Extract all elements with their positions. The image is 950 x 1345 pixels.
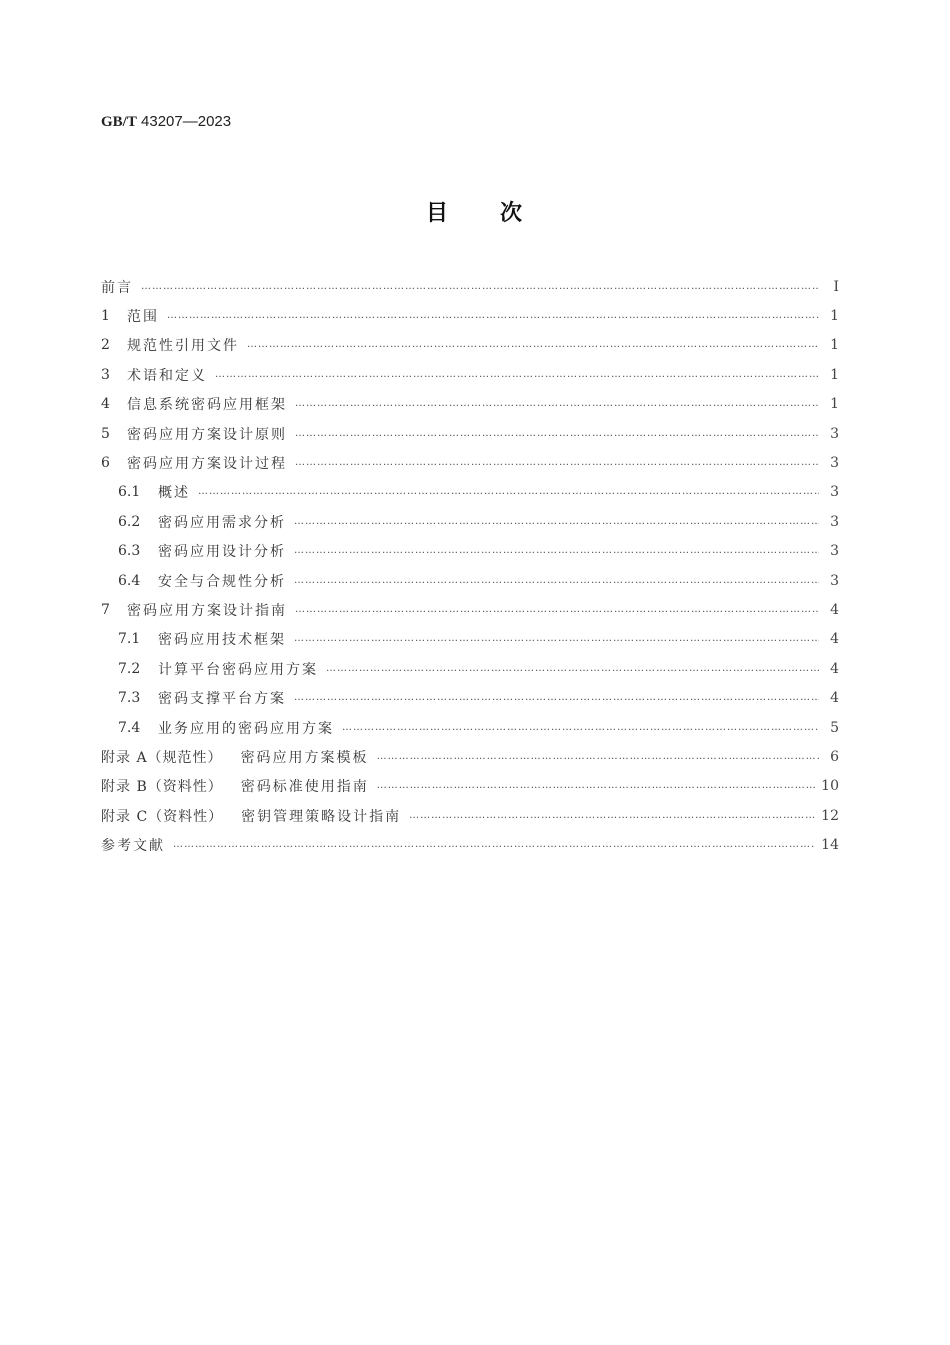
dot-leader xyxy=(215,368,819,382)
toc-entry-label: 密码支撑平台方案 xyxy=(158,691,286,708)
toc-entry-number: 6.2 xyxy=(118,513,141,530)
toc-entry-number: 1 xyxy=(101,308,110,325)
toc-entry[interactable] xyxy=(101,801,839,830)
dot-leader xyxy=(247,338,819,352)
toc-entry-label: 参考文献 xyxy=(101,838,165,855)
dot-leader xyxy=(295,603,819,617)
toc-entry-page: 3 xyxy=(830,484,839,501)
toc-entry-number: 7 xyxy=(101,601,110,618)
toc-entry[interactable] xyxy=(101,331,839,360)
toc-entry-label: 密码应用方案设计过程 xyxy=(127,456,287,473)
toc-entry-number: 附录 B（资料性） xyxy=(101,779,223,796)
toc-entry[interactable] xyxy=(101,713,839,742)
toc-entry-number: 2 xyxy=(101,337,110,354)
standard-code xyxy=(101,113,231,131)
toc-entry-label: 前言 xyxy=(101,279,133,296)
toc-entry-label: 密码应用方案模板 xyxy=(240,749,369,766)
toc-entry-page: 3 xyxy=(830,425,839,442)
toc-entry-label: 范围 xyxy=(127,309,159,326)
toc-entry-number: 7.2 xyxy=(118,660,141,677)
toc-entry[interactable] xyxy=(101,360,839,389)
toc-entry-page: 4 xyxy=(830,660,839,677)
toc-entry-page: Ⅰ xyxy=(833,278,839,295)
toc-entry[interactable] xyxy=(101,419,839,448)
dot-leader xyxy=(294,691,819,705)
toc-entry-page: 6 xyxy=(830,748,839,765)
toc-entry-label: 密码应用需求分析 xyxy=(158,514,286,531)
toc-entry-number: 5 xyxy=(101,425,110,442)
toc-entry-page: 12 xyxy=(821,807,839,824)
toc-entry-number: 7.4 xyxy=(118,719,141,736)
standard-number: 43207—2023 xyxy=(141,113,232,130)
toc-entry-page: 4 xyxy=(830,631,839,648)
toc-entry-page: 1 xyxy=(830,308,839,325)
dot-leader xyxy=(295,427,819,441)
toc-entry-label: 密码应用设计分析 xyxy=(158,544,286,561)
title-char-2: 次 xyxy=(500,201,525,226)
dot-leader xyxy=(295,397,819,411)
toc-entry-label: 安全与合规性分析 xyxy=(158,573,286,590)
toc-entry[interactable] xyxy=(101,654,839,683)
toc-entry-number: 7.1 xyxy=(118,631,141,648)
title-char-1: 目 xyxy=(425,201,450,226)
dot-leader xyxy=(173,838,815,852)
toc-entry-page: 3 xyxy=(830,455,839,472)
toc-entry-number: 6 xyxy=(101,455,110,472)
dot-leader xyxy=(326,662,819,676)
table-of-contents xyxy=(101,272,839,860)
toc-entry-label: 规范性引用文件 xyxy=(127,338,239,355)
toc-entry[interactable] xyxy=(101,478,839,507)
toc-entry[interactable] xyxy=(101,683,839,712)
page-title xyxy=(0,196,950,227)
toc-entry-number: 附录 C（资料性） xyxy=(101,808,224,825)
toc-entry-label: 密码应用方案设计原则 xyxy=(127,426,287,443)
toc-entry-label: 信息系统密码应用框架 xyxy=(127,397,287,414)
toc-entry[interactable] xyxy=(101,537,839,566)
toc-entry-page: 10 xyxy=(821,778,839,795)
dot-leader xyxy=(377,779,815,793)
toc-entry-page: 3 xyxy=(830,513,839,530)
toc-entry-label: 密码应用技术框架 xyxy=(158,632,286,649)
toc-entry[interactable] xyxy=(101,772,839,801)
toc-entry[interactable] xyxy=(101,595,839,624)
toc-entry-label: 业务应用的密码应用方案 xyxy=(158,720,334,737)
toc-entry[interactable] xyxy=(101,301,839,330)
toc-entry-label: 计算平台密码应用方案 xyxy=(158,661,318,678)
dot-leader xyxy=(167,309,819,323)
dot-leader xyxy=(409,809,815,823)
dot-leader xyxy=(198,485,819,499)
toc-entry-page: 14 xyxy=(821,837,839,854)
toc-entry[interactable] xyxy=(101,566,839,595)
toc-entry-label: 密码标准使用指南 xyxy=(240,779,369,796)
toc-entry[interactable] xyxy=(101,272,839,301)
dot-leader xyxy=(294,632,819,646)
toc-entry-page: 4 xyxy=(830,601,839,618)
dot-leader xyxy=(141,280,819,294)
dot-leader xyxy=(294,574,819,588)
toc-entry[interactable] xyxy=(101,448,839,477)
toc-entry[interactable] xyxy=(101,390,839,419)
toc-entry[interactable] xyxy=(101,742,839,771)
toc-entry-page: 5 xyxy=(830,719,839,736)
toc-entry-page: 4 xyxy=(830,690,839,707)
toc-entry[interactable] xyxy=(101,830,839,859)
toc-entry-number: 6.3 xyxy=(118,543,141,560)
dot-leader xyxy=(295,456,819,470)
dot-leader xyxy=(377,750,819,764)
toc-entry-number: 3 xyxy=(101,366,110,383)
standard-prefix: GB/T xyxy=(101,114,137,130)
dot-leader xyxy=(294,515,819,529)
toc-entry-page: 1 xyxy=(830,396,839,413)
toc-entry-page: 3 xyxy=(830,543,839,560)
toc-entry-label: 术语和定义 xyxy=(127,367,207,384)
dot-leader xyxy=(342,721,819,735)
toc-entry-label: 密钥管理策略设计指南 xyxy=(241,808,402,825)
toc-entry[interactable] xyxy=(101,507,839,536)
toc-entry-label: 密码应用方案设计指南 xyxy=(127,602,287,619)
toc-entry-number: 6.4 xyxy=(118,572,141,589)
toc-entry-number: 7.3 xyxy=(118,690,141,707)
toc-entry-page: 3 xyxy=(830,572,839,589)
toc-entry-page: 1 xyxy=(830,337,839,354)
toc-entry-number: 附录 A（规范性） xyxy=(101,749,223,766)
toc-entry-number: 6.1 xyxy=(118,484,141,501)
toc-entry-page: 1 xyxy=(830,366,839,383)
toc-entry-label: 概述 xyxy=(158,485,190,502)
toc-entry[interactable] xyxy=(101,625,839,654)
toc-entry-number: 4 xyxy=(101,396,110,413)
dot-leader xyxy=(294,544,819,558)
